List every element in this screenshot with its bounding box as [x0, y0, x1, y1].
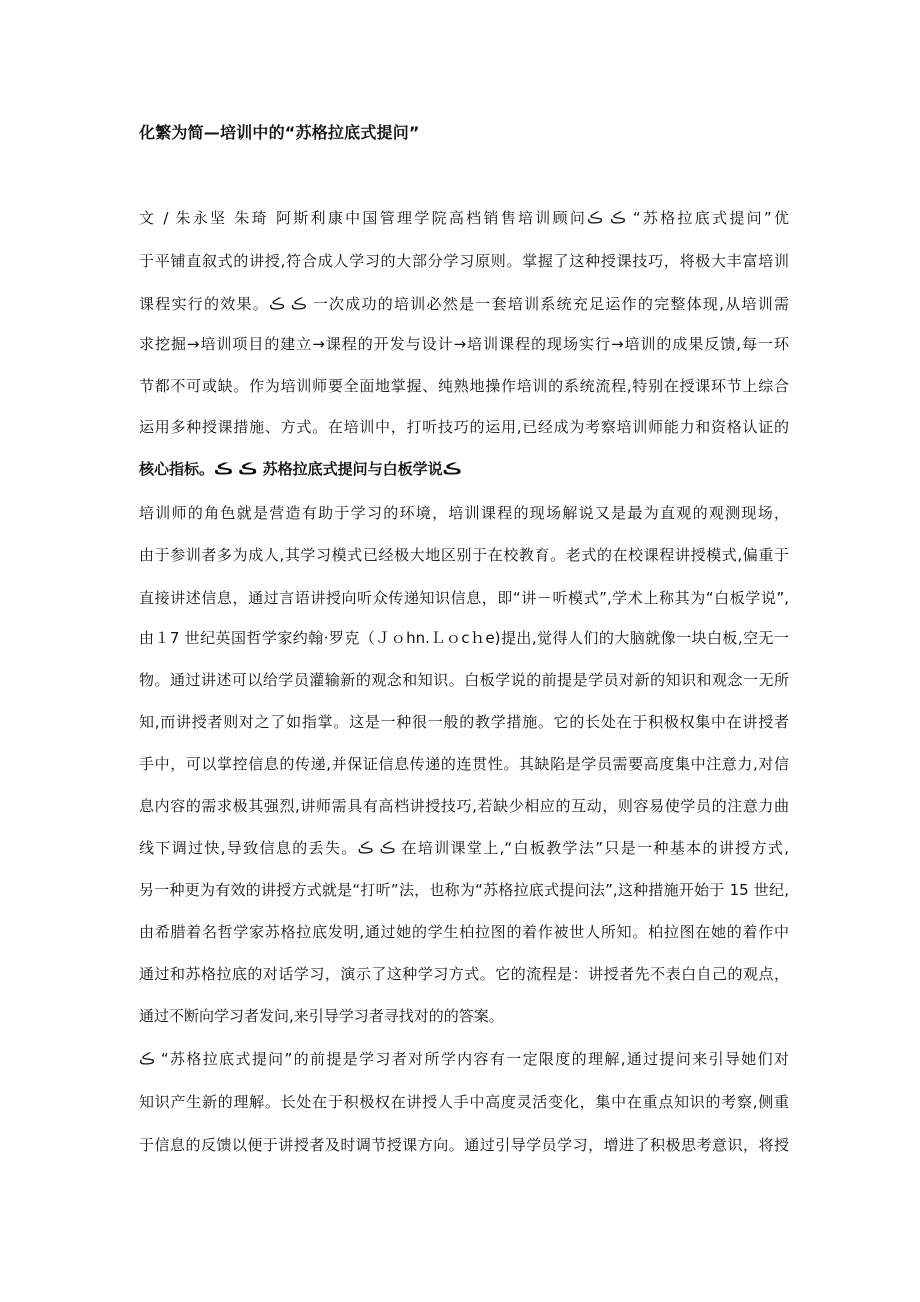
body-line-16: 线下调过快,导致信息的丢失。ڪ ڪ 在培训课堂上,“白板教学法”只是一种基本的讲授方式,: [139, 839, 789, 857]
body-line-18: 由希腊着名哲学家苏格拉底发明,通过她的学生柏拉图的着作被世人所知。柏拉图在她的着作中: [139, 923, 789, 941]
body-line-1: 文 / 朱永坚 朱琦 阿斯利康中国管理学院高档销售培训顾问ڪ ڪ “苏格拉底式提问”优: [139, 209, 789, 227]
body-line-15: 息内容的需求极其强烈,讲师需具有高档讲授技巧,若缺少相应的互动，则容易使学员的注意力曲: [139, 797, 789, 815]
body-line-14: 手中，可以掌控信息的传递,并保证信息传递的连贯性。其缺陷是学员需要高度集中注意力,对信: [139, 755, 789, 773]
body-line-23: 于信息的反馈以便于讲授者及时调节授课方向。通过引导学员学习，增进了积极思考意识，将授: [139, 1136, 789, 1154]
body-line-21: ڪ “苏格拉底式提问”的前提是学习者对所学内容有一定限度的理解,通过提问来引导她们对: [139, 1050, 789, 1068]
section-heading-line: 核心指标。ڪ ڪ 苏格拉底式提问与白板学说ڪ: [139, 460, 462, 478]
body-line-13: 知,而讲授者则对之了如指掌。这是一种很一般的教学措施。它的长处在于积极权集中在讲授者: [139, 713, 789, 731]
body-line-22: 知识产生新的理解。长处在于积极权在讲授人手中高度灵活变化，集中在重点知识的考察,侧重: [139, 1093, 789, 1111]
body-line-10: 直接讲述信息，通过言语讲授向听众传递知识信息，即“讲－听模式”,学术上称其为“白板学说”,: [139, 589, 789, 607]
body-line-17: 另一种更为有效的讲授方式就是“打听”法，也称为“苏格拉底式提问法”,这种措施开始于 15 世纪,: [139, 881, 789, 899]
body-line-6: 运用多种授课措施、方式。在培训中，打听技巧的运用,已经成为考察培训师能力和资格认证的: [139, 418, 789, 436]
body-line-8: 培训师的角色就是营造有助于学习的环境，培训课程的现场解说又是最为直观的观测现场，: [139, 504, 789, 522]
body-line-9: 由于参训者多为成人,其学习模式已经极大地区别于在校教育。老式的在校课程讲授模式,偏重于: [139, 546, 789, 564]
body-line-20: 通过不断向学习者发问,来引导学习者寻找对的的答案。: [139, 1007, 504, 1025]
body-line-4: 求挖掘→培训项目的建立→课程的开发与设计→培训课程的现场实行→培训的成果反馈,每一环: [139, 335, 789, 353]
body-line-2: 于平铺直叙式的讲授,符合成人学习的大部分学习原则。掌握了这种授课技巧，将极大丰富培训: [139, 252, 789, 270]
body-line-11: 由１7 世纪英国哲学家约翰·罗克（Ｊｏhn.Ｌｏcｈe)提出,觉得人们的大脑就像一块白板,空无一: [139, 629, 789, 647]
body-line-12: 物。通过讲述可以给学员灌输新的观念和知识。白板学说的前提是学员对新的知识和观念一无所: [139, 671, 789, 689]
page-title: 化繁为简—培训中的“苏格拉底式提问”: [139, 123, 420, 142]
body-line-19: 通过和苏格拉底的对话学习，演示了这种学习方式。它的流程是：讲授者先不表白自己的观点，: [139, 965, 789, 983]
body-line-5: 节都不可或缺。作为培训师要全面地掌握、纯熟地操作培训的系统流程,特别在授课环节上综合: [139, 377, 789, 395]
body-line-3: 课程实行的效果。ڪ ڪ 一次成功的培训必然是一套培训系统充足运作的完整体现,从培训需: [139, 295, 789, 313]
